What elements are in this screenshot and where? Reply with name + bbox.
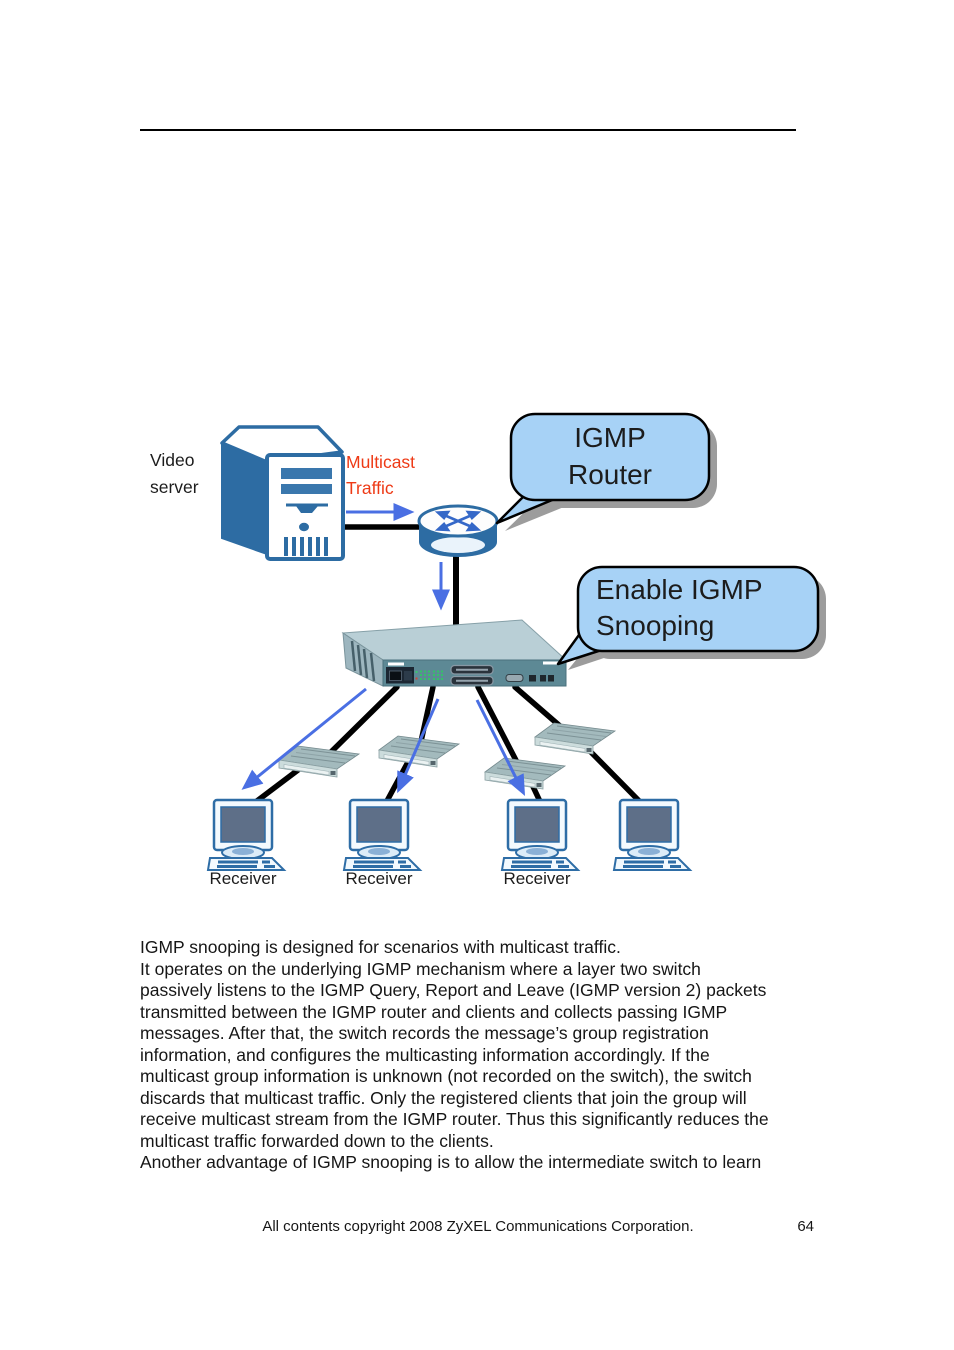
hub3-icon [485, 758, 565, 789]
header-rule [140, 129, 796, 131]
body-line: IGMP snooping is designed for scenarios with multicast traffic. [140, 937, 621, 957]
link-switch-hub1 [330, 687, 397, 753]
copyright-text: All contents copyright 2008 ZyXEL Communications Corporation. [262, 1218, 694, 1235]
body-line: information, and configures the multicasting information accordingly. If the [140, 1044, 710, 1065]
page-footer [140, 1218, 816, 1235]
page-number: 64 [797, 1218, 814, 1235]
video-server-label: Video server [150, 450, 199, 497]
body-line: Another advantage of IGMP snooping is to allow the intermediate switch to learn [140, 1152, 762, 1172]
receiver2-pc-icon [344, 800, 420, 870]
body-line: passively listens to the IGMP Query, Report and Leave (IGMP version 2) packets [140, 980, 767, 1000]
igmp-router-callout-text: IGMP Router [567, 422, 653, 490]
body-line: multicast traffic forwarded down to the clients. [140, 1130, 494, 1151]
switch-icon [343, 620, 566, 686]
receiver4-pc-icon [614, 800, 690, 870]
receiver2-label: Receiver [345, 869, 413, 888]
receiver3-label: Receiver [503, 869, 571, 888]
body-paragraph [140, 937, 830, 1174]
multicast-traffic-label: Multicast Traffic [346, 452, 416, 498]
body-line: receive multicast stream from the IGMP router. Thus this significantly reduces the [140, 1109, 769, 1129]
body-line: It operates on the underlying IGMP mechanism where a layer two switch [140, 958, 701, 979]
link-switch-hub3 [478, 687, 520, 768]
body-line: messages. After that, the switch records the message’s group registration [140, 1023, 709, 1043]
receiver3-pc-icon [502, 800, 578, 870]
body-line: discards that multicast traffic. Only the registered clients that join the group will [140, 1087, 747, 1108]
igmp-snooping-diagram [140, 405, 852, 905]
body-line: multicast group information is unknown (not recorded on the switch), the switch [140, 1066, 752, 1086]
igmp-router-icon [419, 506, 497, 557]
enable-igmp-snooping-callout-text: Enable IGMP Snooping [596, 574, 763, 641]
hub4-icon [535, 723, 615, 754]
receiver1-label: Receiver [209, 869, 277, 888]
video-server-icon [222, 427, 343, 559]
receiver1-pc-icon [208, 800, 284, 870]
body-line: transmitted between the IGMP router and clients and collects passing IGMP [140, 1001, 728, 1022]
